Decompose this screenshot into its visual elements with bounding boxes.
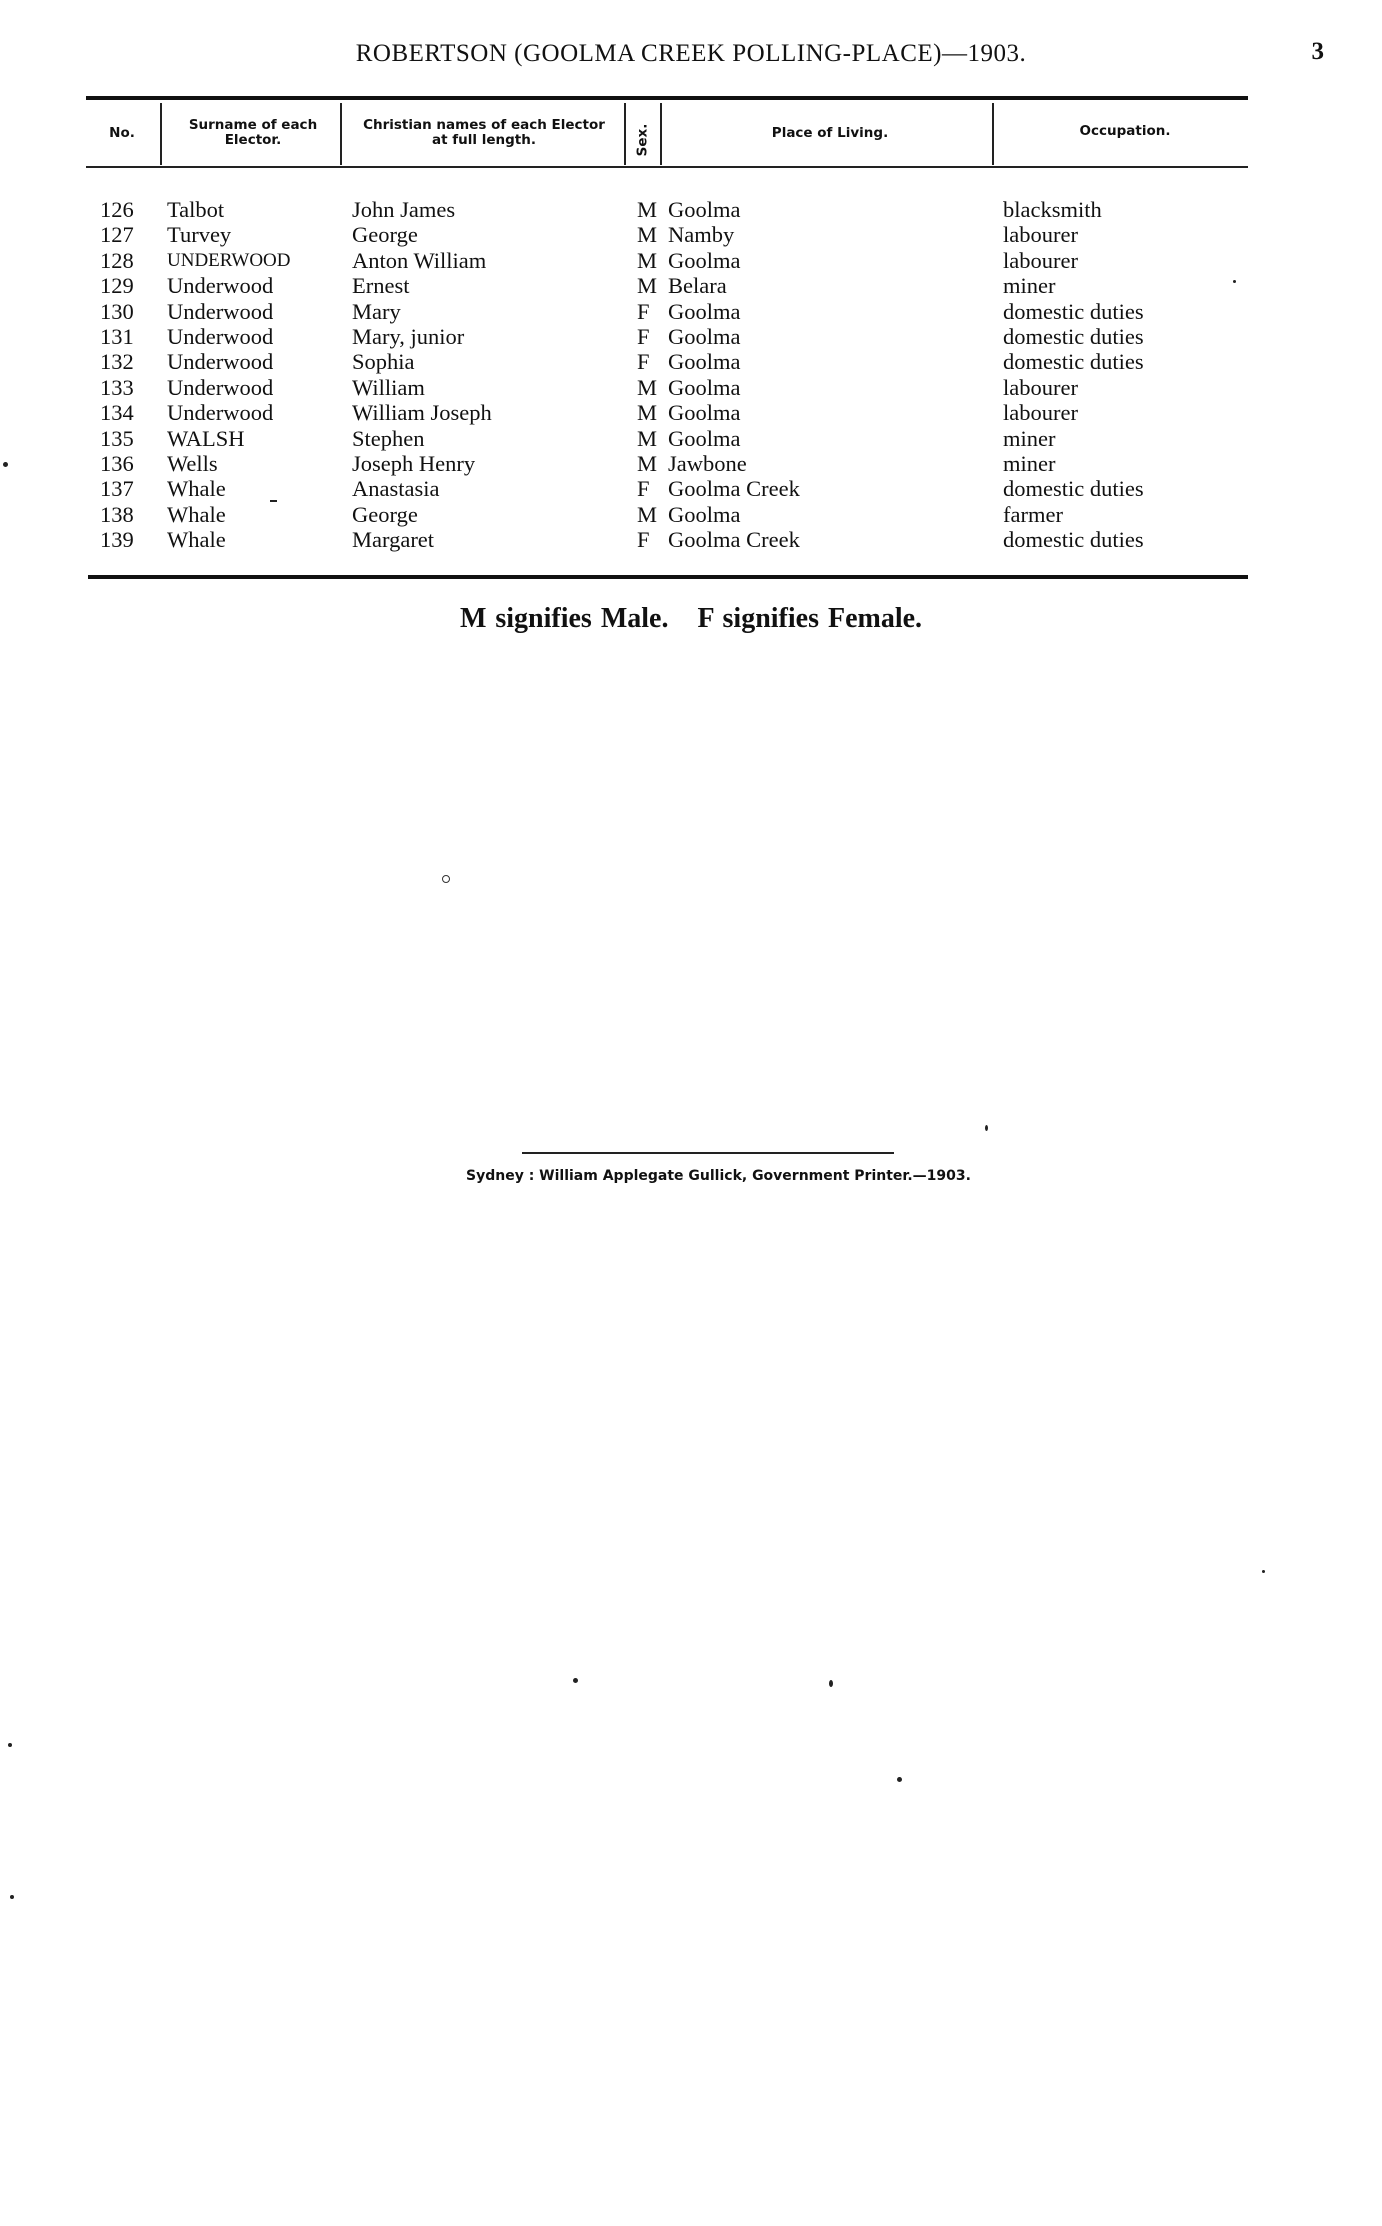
elector-surname: Whale — [167, 476, 226, 502]
elector-christian-names: Anastasia — [352, 476, 440, 502]
elector-number: 137 — [100, 476, 134, 502]
elector-number: 136 — [100, 450, 134, 476]
elector-sex: F — [637, 527, 650, 553]
elector-number: 132 — [100, 349, 134, 375]
elector-christian-names: Mary — [352, 298, 401, 324]
elector-surname: Underwood — [167, 273, 274, 299]
elector-christian-names: John James — [352, 197, 456, 222]
elector-occupation: labourer — [1003, 222, 1078, 248]
column-divider — [160, 103, 162, 165]
elector-number: 127 — [100, 222, 134, 248]
elector-place: Goolma — [668, 374, 741, 400]
table-bottom-rule — [88, 575, 1248, 579]
scan-speck — [1262, 1570, 1265, 1573]
elector-place: Namby — [668, 222, 735, 248]
elector-sex: F — [637, 476, 650, 502]
table-row — [0, 197, 1382, 222]
elector-place: Jawbone — [668, 450, 747, 476]
table-row — [0, 222, 1382, 247]
table-top-rule — [86, 96, 1248, 100]
column-header-occupation: Occupation. — [1079, 123, 1171, 139]
elector-number: 139 — [100, 527, 134, 553]
printer-imprint: Sydney : William Applegate Gullick, Government Printer.—1903. — [466, 1168, 971, 1184]
scan-speck — [10, 1895, 14, 1899]
scan-speck — [829, 1680, 833, 1687]
elector-number: 133 — [100, 374, 134, 400]
elector-sex: M — [637, 273, 658, 299]
column-header-place: Place of Living. — [771, 125, 889, 141]
elector-occupation: labourer — [1003, 400, 1078, 426]
table-row — [0, 248, 1382, 273]
elector-surname: Underwood — [167, 298, 274, 324]
scan-speck — [1233, 280, 1236, 283]
elector-surname: Whale — [167, 501, 226, 527]
elector-number: 129 — [100, 273, 134, 299]
elector-occupation: labourer — [1003, 374, 1078, 400]
elector-occupation: miner — [1003, 425, 1056, 451]
scan-speck — [573, 1678, 578, 1683]
table-row — [0, 451, 1382, 476]
elector-occupation: miner — [1003, 450, 1056, 476]
table-row — [0, 400, 1382, 425]
elector-sex: F — [637, 323, 650, 349]
elector-surname: Wells — [167, 450, 218, 476]
elector-surname: Turvey — [167, 222, 232, 248]
elector-occupation: farmer — [1003, 501, 1063, 527]
legend-female: F signifies Female. — [697, 603, 923, 634]
column-header-sex-label: Sex. — [634, 123, 650, 157]
elector-surname: UNDERWOOD — [167, 249, 291, 271]
elector-surname: Underwood — [167, 400, 274, 426]
elector-place: Goolma — [668, 501, 741, 527]
elector-surname: Underwood — [167, 349, 274, 375]
elector-occupation: domestic duties — [1003, 476, 1144, 502]
table-row — [0, 527, 1382, 552]
page-title: ROBERTSON (GOOLMA CREEK POLLING-PLACE)—1903. — [355, 40, 1027, 67]
elector-occupation: domestic duties — [1003, 323, 1144, 349]
table-row — [0, 299, 1382, 324]
elector-surname: Underwood — [167, 374, 274, 400]
sex-legend — [0, 603, 1382, 635]
elector-sex: M — [637, 374, 658, 400]
elector-number: 135 — [100, 425, 134, 451]
elector-surname: WALSH — [167, 425, 245, 451]
elector-place: Goolma — [668, 400, 741, 426]
elector-christian-names: Margaret — [352, 527, 435, 553]
elector-place: Goolma — [668, 323, 741, 349]
elector-sex: F — [637, 349, 650, 375]
elector-sex: M — [637, 222, 658, 248]
table-header-rule — [86, 166, 1248, 168]
page-number: 3 — [1311, 38, 1324, 65]
elector-occupation: domestic duties — [1003, 298, 1144, 324]
elector-sex: M — [637, 197, 658, 222]
elector-occupation: domestic duties — [1003, 349, 1144, 375]
elector-sex: M — [637, 247, 658, 273]
elector-christian-names: Ernest — [352, 273, 410, 299]
elector-place: Goolma — [668, 425, 741, 451]
table-row — [0, 375, 1382, 400]
table-row — [0, 273, 1382, 298]
elector-christian-names: George — [352, 222, 418, 248]
elector-christian-names: William Joseph — [352, 400, 492, 426]
table-row — [0, 502, 1382, 527]
elector-christian-names: William — [352, 374, 425, 400]
elector-place: Goolma — [668, 349, 741, 375]
elector-number: 130 — [100, 298, 134, 324]
column-divider — [992, 103, 994, 165]
column-header-surname: Surname of each Elector. — [188, 117, 318, 148]
elector-surname: Talbot — [167, 197, 225, 222]
elector-christian-names: Mary, junior — [352, 323, 465, 349]
table-row — [0, 349, 1382, 374]
table-row — [0, 476, 1382, 501]
column-header-sex — [622, 120, 662, 160]
elector-list — [0, 197, 1382, 552]
elector-place: Goolma — [668, 197, 741, 222]
elector-number: 126 — [100, 197, 134, 222]
scan-speck — [270, 500, 277, 502]
imprint-rule — [522, 1152, 894, 1154]
elector-sex: F — [637, 298, 650, 324]
column-header-no: No. — [109, 125, 135, 141]
scan-speck — [3, 462, 8, 467]
elector-surname: Underwood — [167, 323, 274, 349]
scan-speck — [897, 1777, 902, 1782]
elector-sex: M — [637, 450, 658, 476]
scan-speck — [985, 1125, 988, 1131]
elector-number: 131 — [100, 323, 134, 349]
column-header-christian: Christian names of each Elector at full length. — [363, 117, 605, 148]
elector-sex: M — [637, 400, 658, 426]
table-row — [0, 324, 1382, 349]
column-divider — [340, 103, 342, 165]
scan-speck — [442, 875, 450, 883]
elector-surname: Whale — [167, 527, 226, 553]
elector-place: Goolma Creek — [668, 527, 800, 553]
elector-christian-names: Joseph Henry — [352, 450, 476, 476]
elector-occupation: domestic duties — [1003, 527, 1144, 553]
elector-place: Goolma — [668, 247, 741, 273]
elector-number: 134 — [100, 400, 134, 426]
table-row — [0, 426, 1382, 451]
column-divider — [660, 103, 662, 165]
elector-place: Goolma Creek — [668, 476, 800, 502]
elector-christian-names: Anton William — [352, 247, 487, 273]
scan-speck — [8, 1743, 12, 1747]
elector-number: 128 — [100, 247, 134, 273]
legend-male: M signifies Male. — [459, 603, 669, 634]
elector-place: Belara — [668, 273, 727, 299]
elector-christian-names: Sophia — [352, 349, 415, 375]
elector-number: 138 — [100, 501, 134, 527]
elector-christian-names: George — [352, 501, 418, 527]
elector-occupation: blacksmith — [1003, 197, 1102, 222]
elector-place: Goolma — [668, 298, 741, 324]
elector-sex: M — [637, 501, 658, 527]
elector-occupation: miner — [1003, 273, 1056, 299]
elector-sex: M — [637, 425, 658, 451]
elector-christian-names: Stephen — [352, 425, 425, 451]
elector-occupation: labourer — [1003, 247, 1078, 273]
